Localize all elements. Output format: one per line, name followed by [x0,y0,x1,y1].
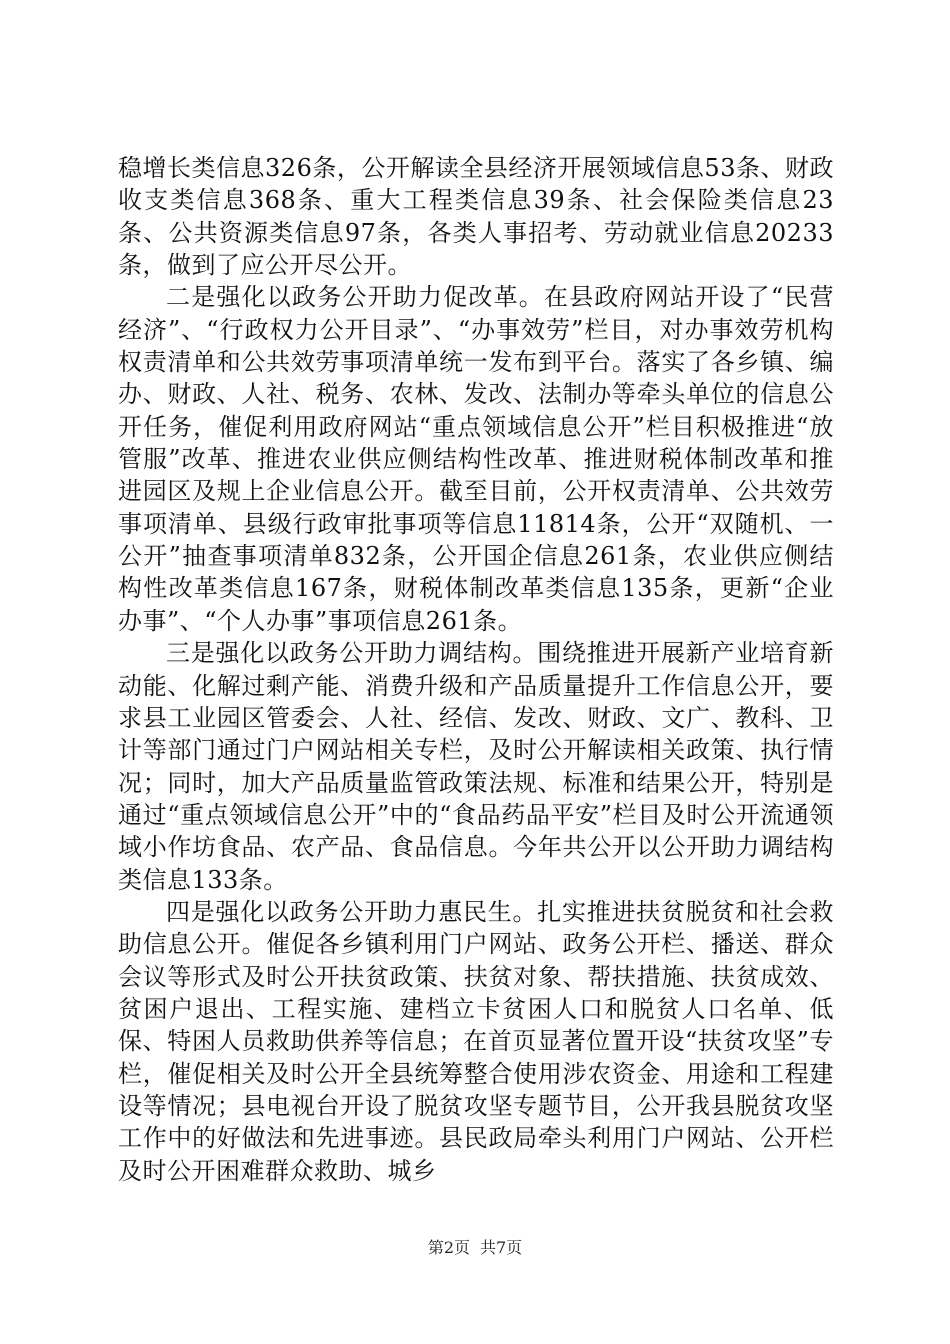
paragraph-structure: 三是强化以政务公开助力调结构。围绕推进开展新产业培育新动能、化解过剩产能、消费升级和产品质量提升工作信息公开，要求县工业园区管委会、人社、经信、发改、财政、文广、教科、卫计等部门通过门户网站相关专栏，及时公开解读相关政策、执行情况；同时，加大产品质量监管政策法规、标准和结果公开，特别是通过“重点领域信息公开”中的“食品药品平安”栏目及时公开流通领域小作坊食品、农产品、食品信息。今年共公开以公开助力调结构类信息133条。 [118,639,834,894]
page-total: 共7页 [480,1238,523,1257]
document-body [118,152,834,1187]
paragraph-continuation: 稳增长类信息326条，公开解读全县经济开展领域信息53条、财政收支类信息368条、重大工程类信息39条、社会保险类信息23条、公共资源类信息97条，各类人事招考、劳动就业信息20233条，做到了应公开尽公开。 [118,154,834,280]
page-number: 第2页 [427,1238,470,1257]
page-footer [0,1238,950,1258]
paragraph-reform: 二是强化以政务公开助力促改革。在县政府网站开设了“民营经济”、“行政权力公开目录”、“办事效劳”栏目，对办事效劳机构权责清单和公共效劳事项清单统一发布到平台。落实了各乡镇、编办、财政、人社、税务、农林、发改、法制办等牵头单位的信息公开任务，催促利用政府网站“重点领域信息公开”栏目积极推进“放管服”改革、推进农业供应侧结构性改革、推进财税体制改革和推进园区及规上企业信息公开。截至目前，公开权责清单、公共效劳事项清单、县级行政审批事项等信息11814条，公开“双随机、一公开”抽查事项清单832条，公开国企信息261条，农业供应侧结构性改革类信息167条，财税体制改革类信息135条，更新“企业办事”、“个人办事”事项信息261条。 [118,283,834,635]
paragraph-livelihood: 四是强化以政务公开助力惠民生。扎实推进扶贫脱贫和社会救助信息公开。催促各乡镇利用门户网站、政务公开栏、播送、群众会议等形式及时公开扶贫政策、扶贫对象、帮扶措施、扶贫成效、贫困户退出、工程实施、建档立卡贫困人口和脱贫人口名单、低保、特困人员救助供养等信息；在首页显著位置开设“扶贫攻坚”专栏，催促相关及时公开全县统筹整合使用涉农资金、用途和工程建设等情况；县电视台开设了脱贫攻坚专题节目，公开我县脱贫攻坚工作中的好做法和先进事迹。县民政局牵头利用门户网站、公开栏及时公开困难群众救助、城乡 [118,897,834,1185]
